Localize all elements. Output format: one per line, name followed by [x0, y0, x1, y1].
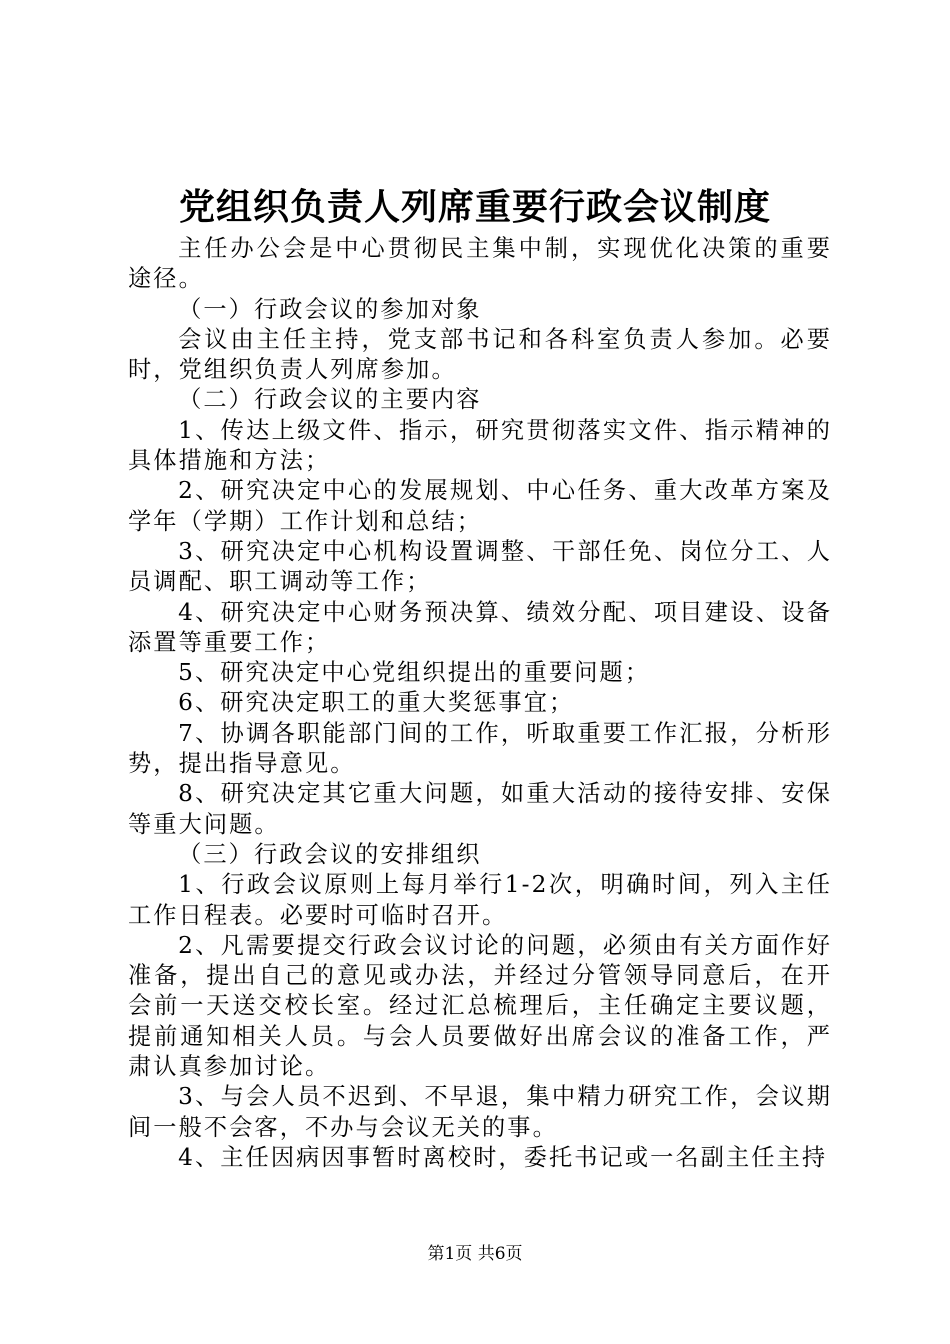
document-title: 党组织负责人列席重要行政会议制度	[178, 186, 771, 228]
page-footer: 第1页 共6页	[427, 1244, 523, 1264]
list-item: 4、研究决定中心财务预决算、绩效分配、项目建设、设备添置等重要工作；	[128, 598, 832, 656]
list-item: 1、传达上级文件、指示，研究贯彻落实文件、指示精神的具体措施和方法；	[128, 416, 832, 475]
list-item: 8、研究决定其它重大问题，如重大活动的接待安排、安保等重大问题。	[128, 780, 832, 838]
section-heading: （一）行政会议的参加对象	[178, 295, 482, 323]
document-body	[128, 234, 832, 1173]
list-item: 7、协调各职能部门间的工作，听取重要工作汇报，分析形势，提出指导意见。	[128, 719, 832, 778]
list-item: 5、研究决定中心党组织提出的重要问题；	[178, 659, 651, 687]
list-item: 3、与会人员不迟到、不早退，集中精力研究工作，会议期间一般不会客，不办与会议无关的事。	[128, 1083, 832, 1141]
body-paragraph: 会议由主任主持，党支部书记和各科室负责人参加。必要时，党组织负责人列席参加。	[128, 325, 832, 384]
list-item: 6、研究决定职工的重大奖惩事宜；	[178, 689, 575, 717]
list-item: 4、主任因病因事暂时离校时，委托书记或一名副主任主持	[178, 1143, 828, 1171]
section-heading: （二）行政会议的主要内容	[178, 386, 482, 414]
section-heading: （三）行政会议的安排组织	[178, 840, 482, 868]
body-paragraph: 主任办公会是中心贯彻民主集中制，实现优化决策的重要途径。	[128, 235, 832, 293]
list-item: 3、研究决定中心机构设置调整、干部任免、岗位分工、人员调配、职工调动等工作；	[128, 537, 832, 596]
list-item: 1、行政会议原则上每月举行1-2次，明确时间，列入主任工作日程表。必要时可临时召开。	[128, 871, 832, 929]
list-item: 2、凡需要提交行政会议讨论的问题，必须由有关方面作好准备，提出自己的意见或办法，并经过分管领导同意后，在开会前一天送交校长室。经过汇总梳理后，主任确定主要议题，提前通知相关人员。与会人员要做好出席会议的准备工作，严肃认真参加讨论。	[128, 931, 832, 1081]
list-item: 2、研究决定中心的发展规划、中心任务、重大改革方案及学年（学期）工作计划和总结；	[128, 477, 832, 535]
